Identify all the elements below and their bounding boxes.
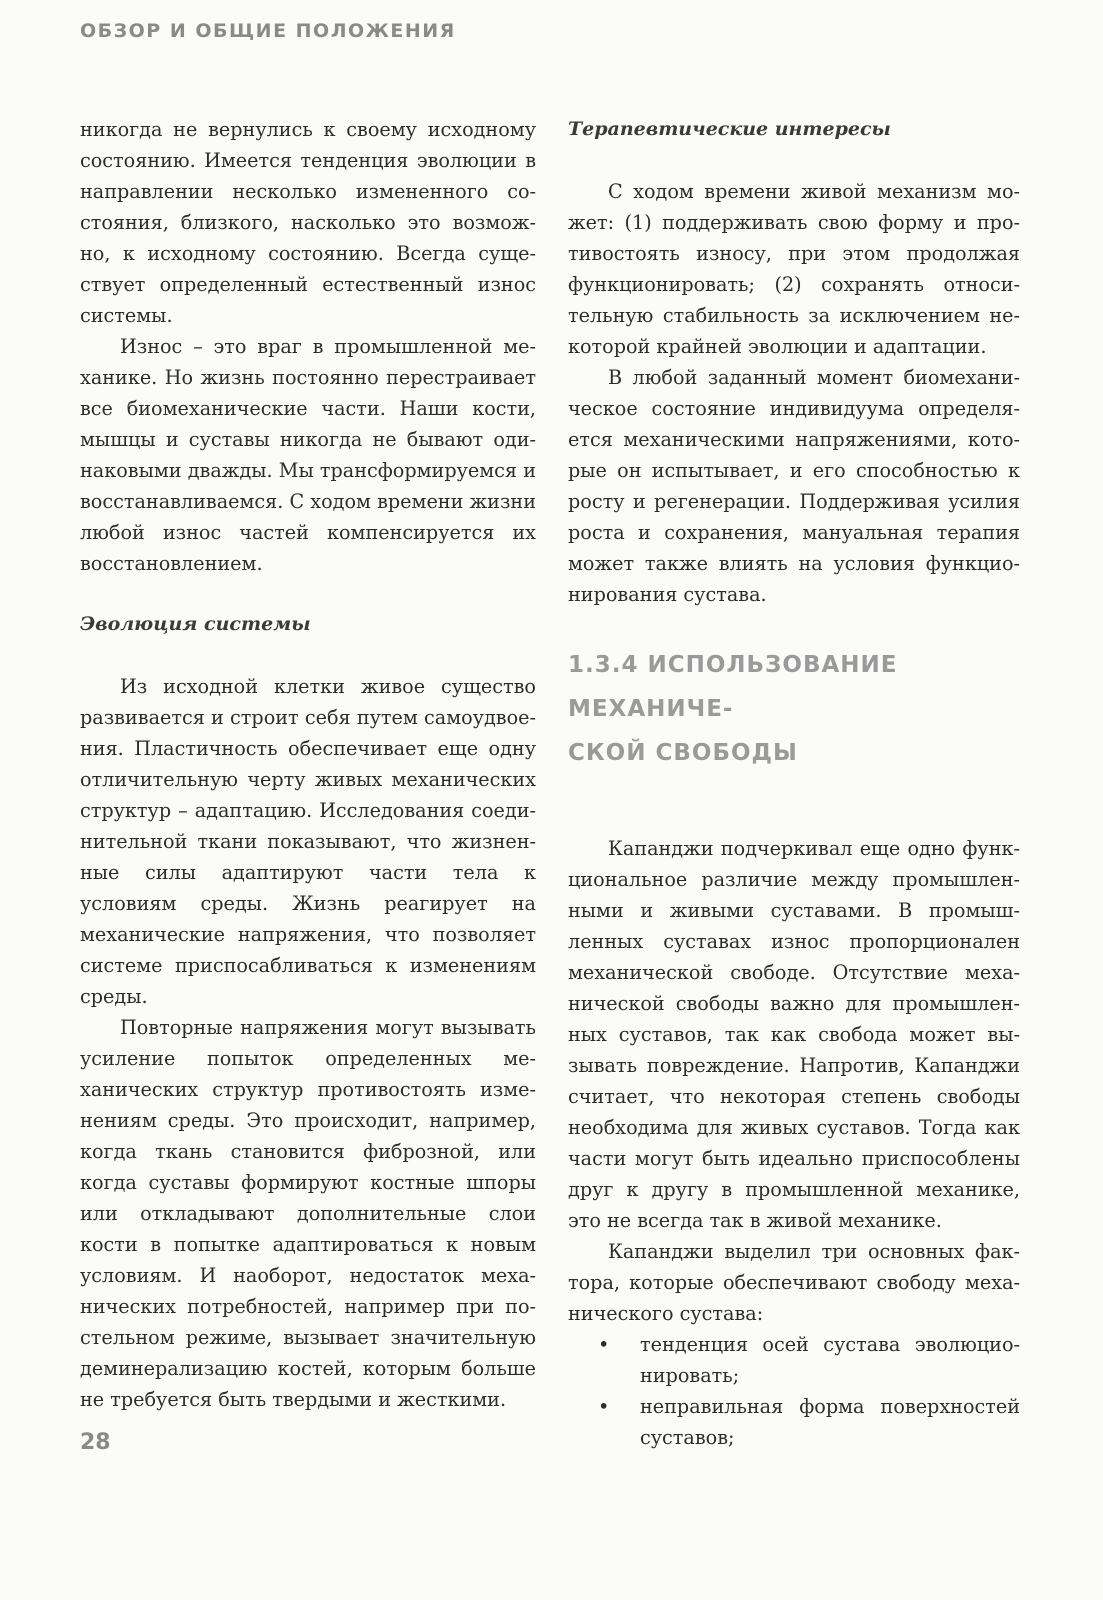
subheading-evolution: Эволюция системы	[80, 613, 311, 635]
section-heading-line2: СКОЙ СВОБОДЫ	[568, 740, 798, 766]
list-item-text: тенденция осей сустава эволюционировать;	[640, 1333, 1020, 1387]
paragraph: Капанджи выделил три основных фактора, которые обеспечивают свободу механического сустава:	[568, 1240, 1020, 1325]
paragraph: Из исходной клетки живое существо развивается и строит себя путем самоудвоения. Пластичность обеспечивает еще одну отличительную черту живых механических структур – адаптацию. Исследования соединительной ткани показывают, что жизненные силы адаптируют части тела к условиям среды. Жизнь реагирует на механические напряжения, что позволяет системе приспосабливаться к изменениям среды.	[80, 675, 536, 1008]
section-heading-line1: 1.3.4 ИСПОЛЬЗОВАНИЕ МЕХАНИЧЕ-	[568, 652, 898, 722]
bullet-icon: •	[598, 1395, 610, 1418]
paragraph: никогда не вернулись к своему исходному состоянию. Имеется тенденция эволюции в направлении несколько измененного состояния, близкого, насколько это возможно, к исходному состоянию. Всегда существует определенный естественный износ системы.	[80, 118, 536, 327]
subheading-therapeutic: Терапевтические интересы	[568, 118, 891, 140]
list-item	[568, 1329, 1020, 1391]
list-item	[568, 1391, 1020, 1453]
page-number: 28	[80, 1430, 111, 1455]
paragraph: Капанджи подчеркивал еще одно функциональное различие между промышленными и живыми суставами. В промышленных суставах износ пропорционален механической свободе. Отсутствие механической свободы важно для промышленных суставов, так как свобода может вызывать повреждение. Напротив, Капанджи считает, что некоторая степень свободы необходима для живых суставов. Тогда как части могут быть идеально приспособлены друг к другу в промышленной механике, это не всегда так в живой механике.	[568, 837, 1020, 1232]
left-column	[80, 114, 536, 1415]
list-item-text: неправильная форма поверхностей суставов;	[640, 1395, 1020, 1449]
section-heading	[568, 643, 1020, 775]
bullet-icon: •	[598, 1333, 610, 1356]
bullet-list	[568, 1329, 1020, 1453]
paragraph: Износ – это враг в промышленной механике. Но жизнь постоянно перестраивает все биомеханические части. Наши кости, мышцы и суставы никогда не бывают одинаковыми дважды. Мы трансформируемся и восстанавливаемся. С ходом времени жизни любой износ частей компенсируется их восстановлением.	[80, 335, 536, 575]
paragraph: С ходом времени живой механизм может: (1) поддерживать свою форму и противостоять износу, при этом продолжая функционировать; (2) сохранять относительную стабильность за исключением некоторой крайней эволюции и адаптации.	[568, 180, 1020, 358]
right-column	[568, 114, 1020, 1453]
running-head: ОБЗОР И ОБЩИЕ ПОЛОЖЕНИЯ	[80, 20, 456, 42]
paragraph: В любой заданный момент биомеханическое состояние индивидуума определяется механическими напряжениями, которые он испытывает, и его способностью к росту и регенерации. Поддерживая усилия роста и сохранения, мануальная терапия может также влиять на условия функционирования сустава.	[568, 366, 1020, 606]
paragraph: Повторные напряжения могут вызывать усиление попыток определенных механических структур противостоять изменениям среды. Это происходит, например, когда ткань становится фиброзной, или когда суставы формируют костные шпоры или откладывают дополнительные слои кости в попытке адаптироваться к новым условиям. И наоборот, недостаток механических потребностей, например при постельном режиме, вызывает значительную деминерализацию костей, которым больше не требуется быть твердыми и жесткими.	[80, 1016, 536, 1411]
